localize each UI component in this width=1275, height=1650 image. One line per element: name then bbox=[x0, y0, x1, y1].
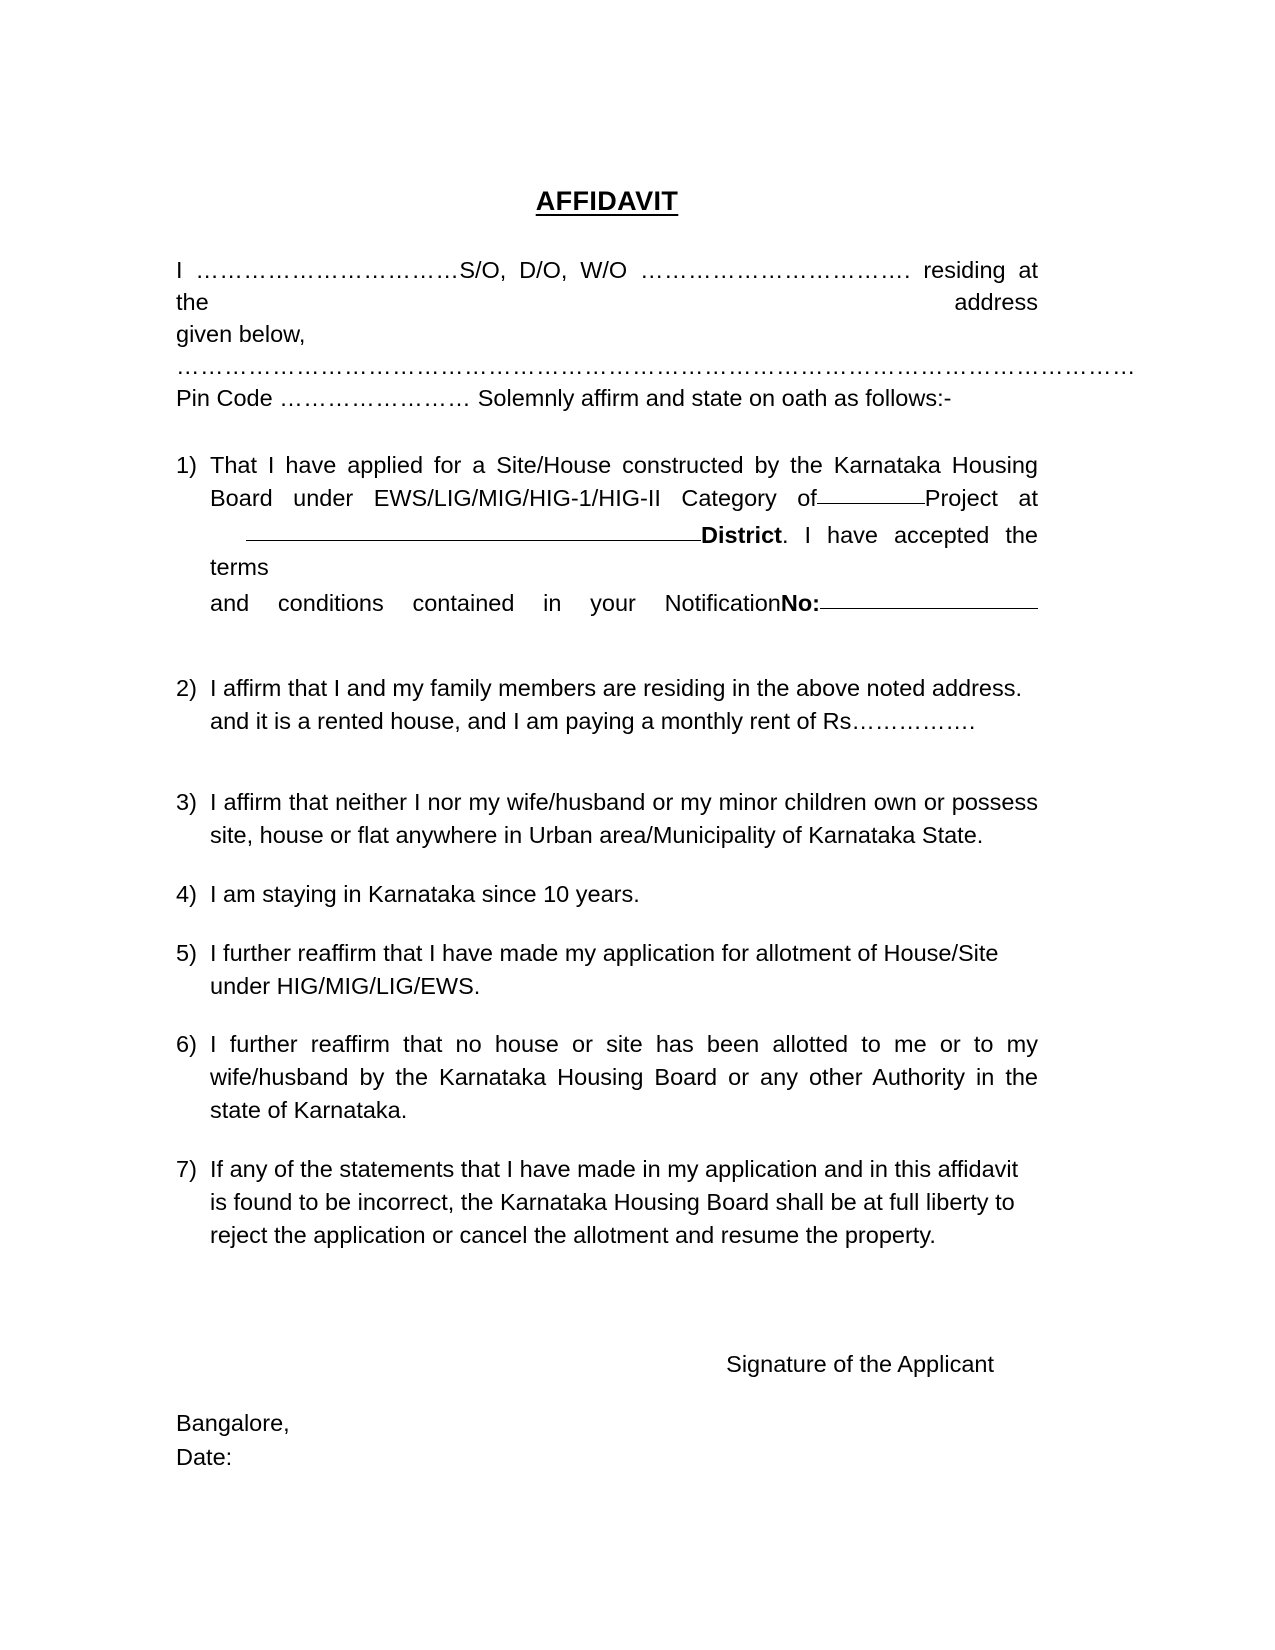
notification-no-label: No: bbox=[780, 590, 820, 617]
address-blank-dots: ………………………………………………………………………………………………………… bbox=[176, 352, 1136, 379]
item1-line-3 bbox=[210, 519, 1038, 585]
item1-line-1: That I have applied for a Site/House constructed by the Karnataka Housing bbox=[210, 451, 1038, 478]
item-body bbox=[210, 449, 1038, 620]
spacer bbox=[176, 650, 1038, 672]
item-body: I am staying in Karnataka since 10 years. bbox=[210, 880, 640, 907]
item-body: I further reaffirm that I have made my application for allotment of House/Site under HIG/MIG/LIG/EWS. bbox=[210, 939, 999, 999]
affidavit-items bbox=[176, 449, 1038, 1252]
project-blank[interactable] bbox=[817, 503, 925, 504]
item1-line2-suffix: Project at bbox=[924, 484, 1038, 511]
notification-no-blank[interactable] bbox=[820, 608, 1038, 609]
pincode-label: Pin Code bbox=[176, 384, 280, 411]
item-number: 3) bbox=[176, 789, 197, 815]
intro-line-3 bbox=[176, 383, 1038, 415]
district-label: District bbox=[701, 521, 782, 548]
item-number: 7) bbox=[176, 1156, 197, 1183]
oath-text: Solemnly affirm and state on oath as follows:- bbox=[471, 384, 952, 411]
item-body: If any of the statements that I have made in my application and in this affidavit is found to be incorrect, the Karnataka Housing Board shall be at full liberty to reject the application or cancel the allotment and resume the property. bbox=[210, 1156, 1019, 1248]
document-content bbox=[176, 186, 1136, 1474]
item-body: I further reaffirm that no house or site has been allotted to me or to my wife/husband by the Karnataka Housing Board or any other Authority in the state of Karnataka. bbox=[210, 1031, 1038, 1124]
intro-line1-suffix: . residing at the address bbox=[176, 257, 1038, 315]
intro-block bbox=[176, 255, 1136, 415]
item1-line4-prefix: and conditions contained in your Notification bbox=[210, 590, 781, 617]
address-label: given below, bbox=[176, 320, 306, 347]
item1-line2-prefix: Board under EWS/LIG/MIG/HIG-1/HIG-II Category of bbox=[210, 484, 817, 511]
district-blank[interactable] bbox=[246, 540, 701, 541]
relation-blank-dots: …………………………… bbox=[640, 257, 904, 283]
item-number: 2) bbox=[176, 675, 197, 702]
intro-line-1 bbox=[176, 255, 1038, 319]
name-blank-dots: …………………………… bbox=[195, 257, 460, 283]
item-number: 6) bbox=[176, 1031, 197, 1058]
intro-line1-prefix: I bbox=[176, 257, 196, 283]
item1-line3-rest: . I have accepted the terms bbox=[210, 521, 1038, 581]
list-item bbox=[176, 449, 1038, 620]
title-container bbox=[176, 186, 1038, 217]
list-item bbox=[176, 1028, 1038, 1127]
list-item bbox=[176, 1153, 1038, 1252]
list-item bbox=[176, 672, 1038, 738]
list-item bbox=[176, 937, 1038, 1003]
item-number: 5) bbox=[176, 939, 197, 966]
spacer bbox=[176, 764, 1038, 786]
list-item bbox=[176, 786, 1038, 852]
item2-line-2: and it is a rented house, and I am paying a monthly rent of Rs……………. bbox=[210, 708, 976, 735]
item-number: 4) bbox=[176, 880, 197, 907]
item-body bbox=[210, 672, 1038, 738]
list-item bbox=[176, 878, 1038, 911]
place-label: Bangalore, bbox=[176, 1410, 290, 1437]
relation-label: S/O, D/O, W/O bbox=[459, 257, 640, 283]
intro-line-2 bbox=[176, 319, 1136, 383]
page-title: AFFIDAVIT bbox=[535, 186, 679, 216]
date-label: Date: bbox=[176, 1443, 233, 1470]
item-number: 1) bbox=[176, 451, 197, 478]
item-body: I affirm that neither I nor my wife/husband or my minor children own or possess site, house or flat anywhere in Urban area/Municipality of Karnataka State. bbox=[210, 789, 1038, 848]
item1-line-4 bbox=[210, 587, 1038, 620]
signature-label: Signature of the Applicant bbox=[726, 1350, 994, 1377]
item2-line-1: I affirm that I and my family members are residing in the above noted address. bbox=[210, 675, 1023, 702]
pincode-blank-dots: …………………… bbox=[279, 384, 472, 411]
footer-block bbox=[176, 1348, 1038, 1474]
item1-line-2 bbox=[210, 482, 1038, 515]
